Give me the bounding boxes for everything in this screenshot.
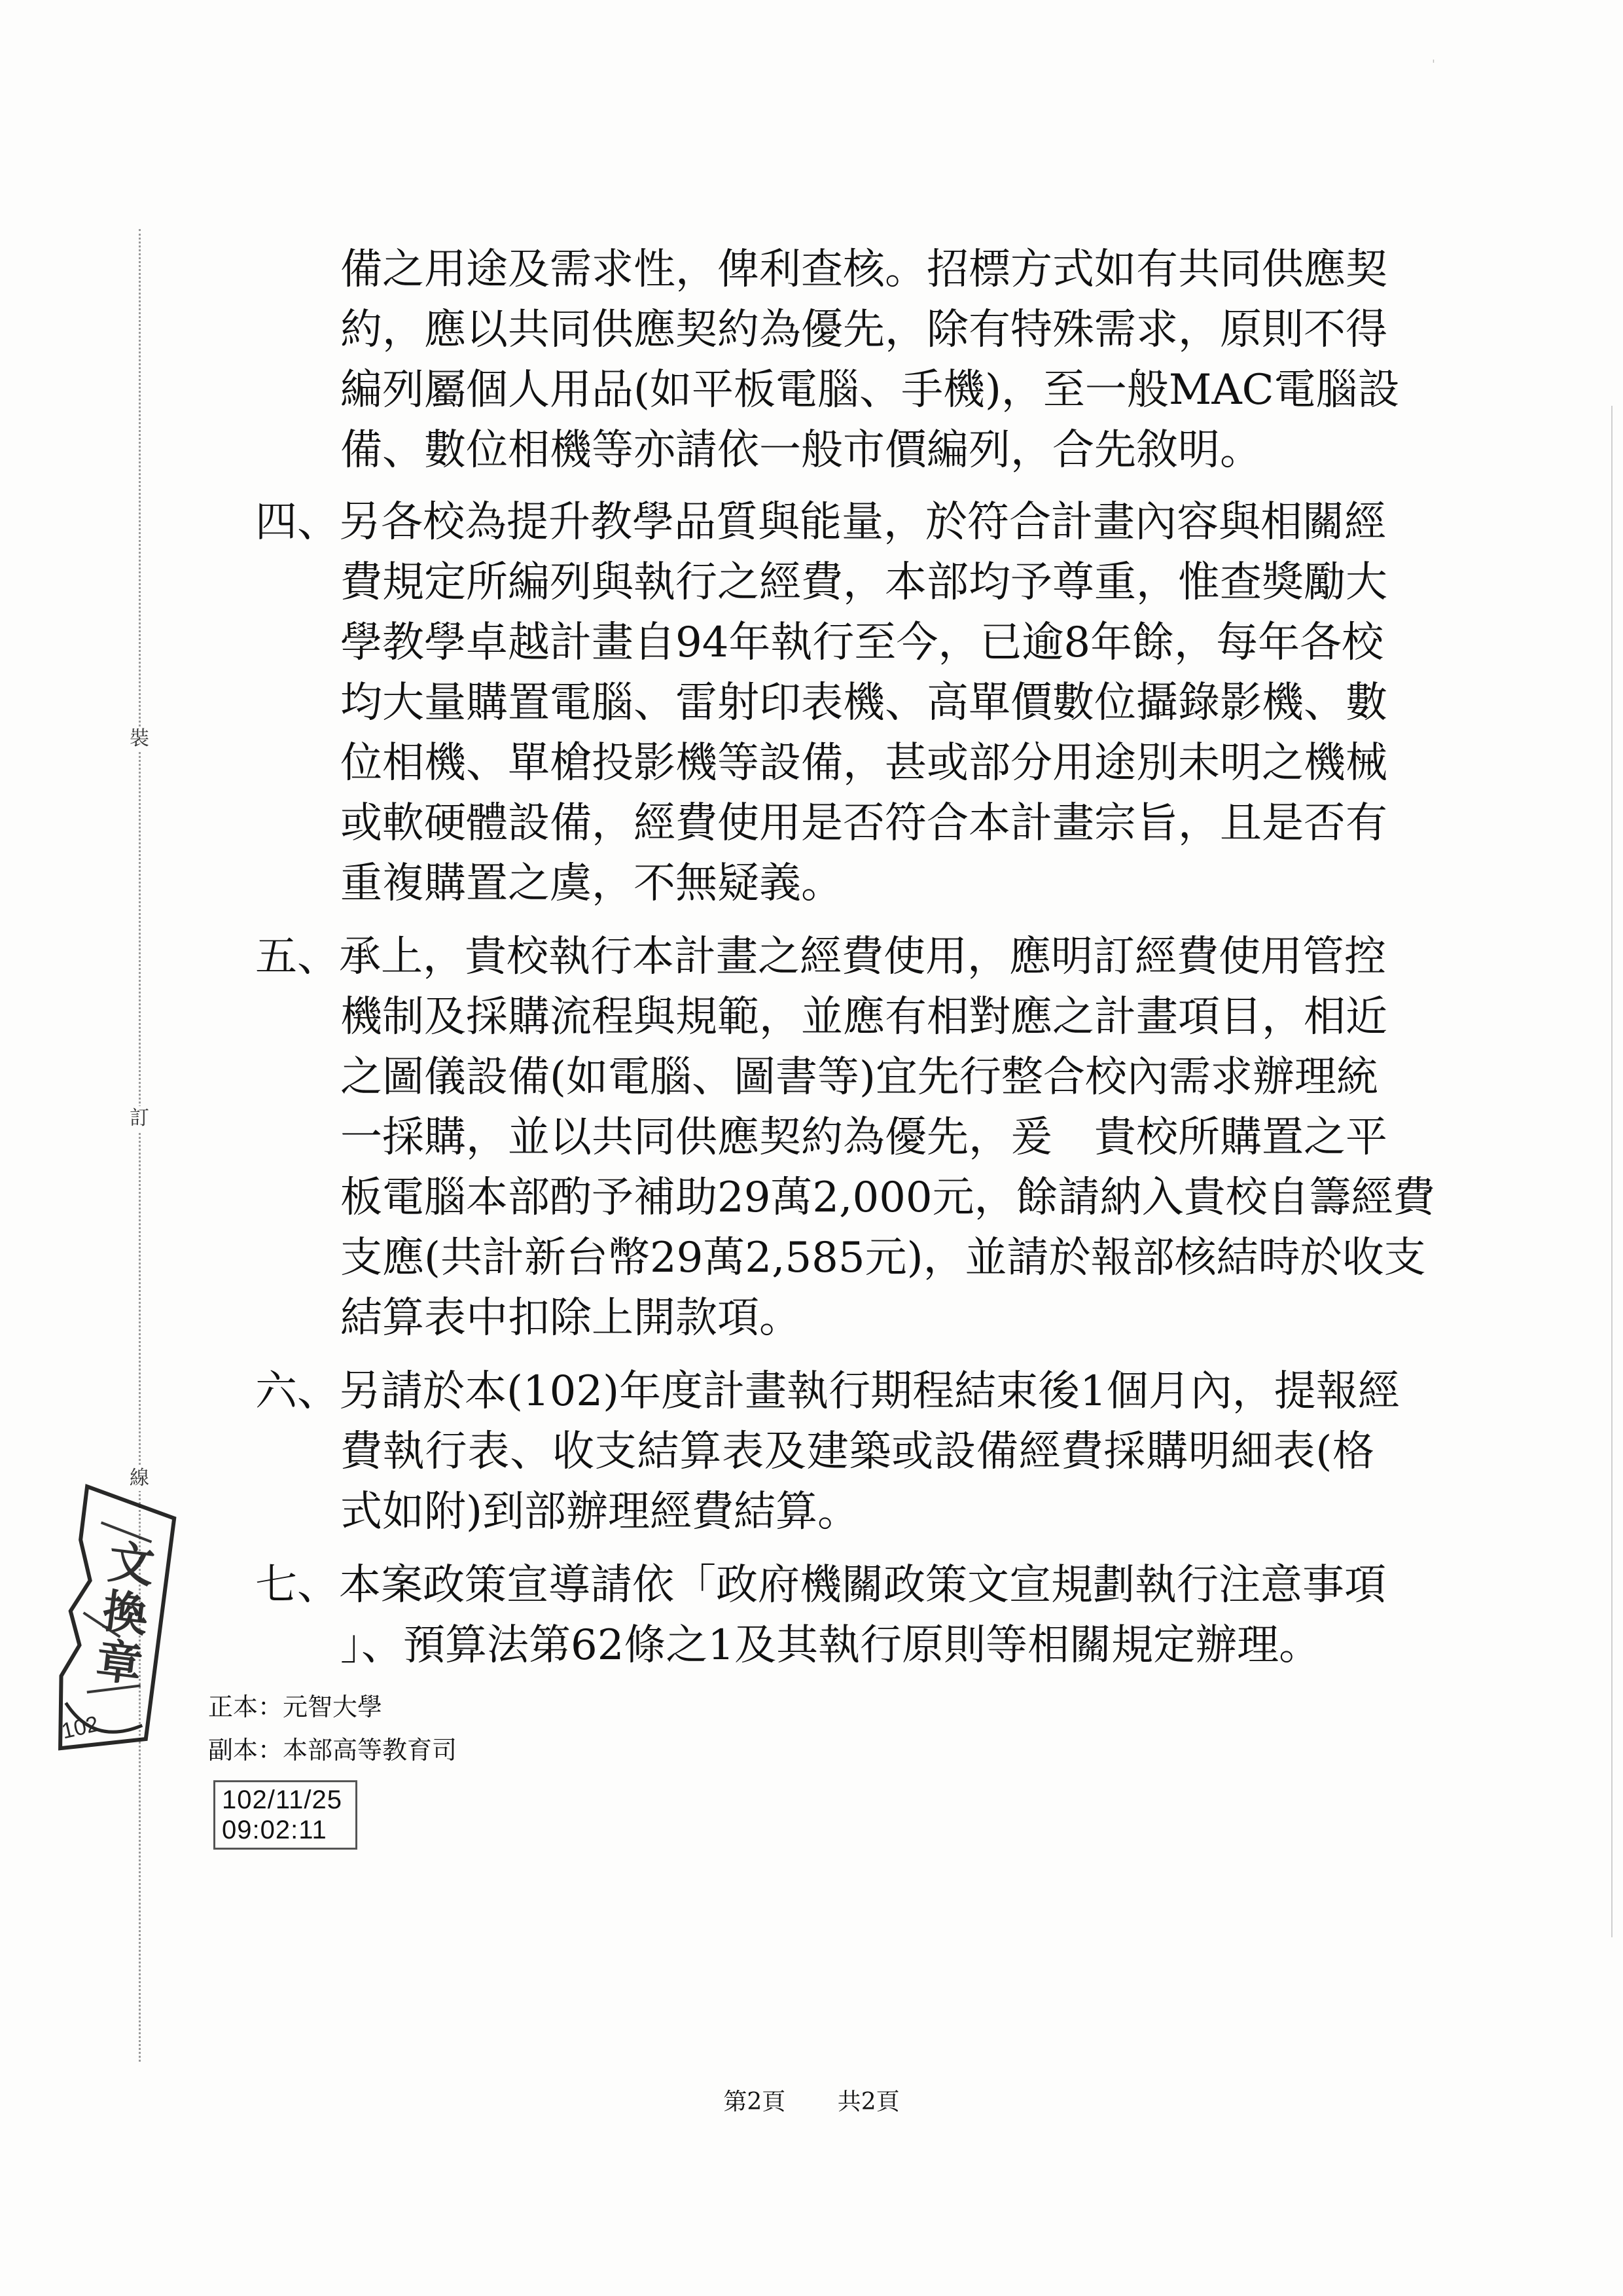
body-line: 約，應以共同供應契約為優先，除有特殊需求，原則不得 [340, 306, 1387, 354]
page-total: 共2頁 [837, 2089, 900, 2115]
body-line: 之圖儀設備(如電腦、圖書等)宜先行整合校內需求辦理統 [340, 1053, 1378, 1102]
item-six-heading-line: 六、另請於本(102)年度計畫執行期程結束後1個月內，提報經 [255, 1367, 1400, 1416]
body-line: 或軟硬體設備，經費使用是否符合本計畫宗旨，且是否有 [340, 799, 1387, 848]
body-line: 支應(共計新台幣29萬2,585元)，並請於報部核結時於收支 [340, 1234, 1426, 1282]
receipt-timestamp [213, 1780, 357, 1850]
page-edge-shadow [1611, 406, 1613, 1937]
body-line: 備、數位相機等亦請依一般市價編列，合先敘明。 [340, 426, 1262, 475]
timestamp-time: 09:02:11 [222, 1816, 327, 1844]
item-five-heading-line: 五、承上，貴校執行本計畫之經費使用，應明訂經費使用管控 [255, 933, 1386, 981]
body-line: 板電腦本部酌予補助29萬2,000元，餘請納入貴校自籌經費 [340, 1174, 1435, 1222]
body-line: 重複購置之虞，不無疑義。 [340, 859, 843, 908]
timestamp-date: 102/11/25 [222, 1785, 342, 1814]
binding-mark-ding: 訂 [130, 1107, 149, 1130]
seal-number: 102 [59, 1711, 101, 1744]
body-line: 」、預算法第62條之1及其執行原則等相關規定辦理。 [340, 1621, 1321, 1670]
corner-mark: ' [1432, 58, 1435, 71]
recipient-original: 正本：元智大學 [208, 1693, 383, 1721]
binding-line [139, 229, 141, 2062]
binding-mark-zhuang: 裝 [130, 727, 149, 750]
body-line: 結算表中扣除上開款項。 [340, 1294, 801, 1342]
exchange-seal-stamp [46, 1480, 184, 1766]
binding-mark-xian: 線 [130, 1467, 149, 1490]
body-line: 式如附)到部辦理經費結算。 [340, 1488, 859, 1536]
body-line: 編列屬個人用品(如平板電腦、手機)，至一般MAC電腦設 [340, 366, 1400, 414]
item-four-heading-line: 四、另各校為提升教學品質與能量，於符合計畫內容與相關經 [255, 498, 1386, 547]
page-number: 第2頁 [723, 2089, 786, 2115]
seal-text: 文換章 [86, 1535, 158, 1691]
body-line: 一採購，並以共同供應契約為優先，爰 貴校所購置之平 [340, 1113, 1387, 1162]
body-line: 費執行表、收支結算表及建築或設備經費採購明細表(格 [340, 1427, 1374, 1476]
body-line: 備之用途及需求性，俾利查核。招標方式如有共同供應契 [340, 245, 1387, 294]
body-line: 學教學卓越計畫自94年執行至今，已逾8年餘，每年各校 [340, 619, 1384, 667]
body-line: 機制及採購流程與規範，並應有相對應之計畫項目，相近 [340, 993, 1387, 1041]
body-line: 位相機、單槍投影機等設備，甚或部分用途別未明之機械 [340, 739, 1387, 787]
item-seven-heading-line: 七、本案政策宣導請依「政府機關政策文宣規劃執行注意事項 [255, 1561, 1386, 1609]
body-line: 均大量購置電腦、雷射印表機、高單價數位攝錄影機、數 [340, 679, 1387, 727]
page-footer [0, 2088, 1623, 2117]
recipient-copy: 副本：本部高等教育司 [208, 1736, 457, 1765]
body-line: 費規定所編列與執行之經費，本部均予尊重，惟查獎勵大 [340, 558, 1387, 607]
